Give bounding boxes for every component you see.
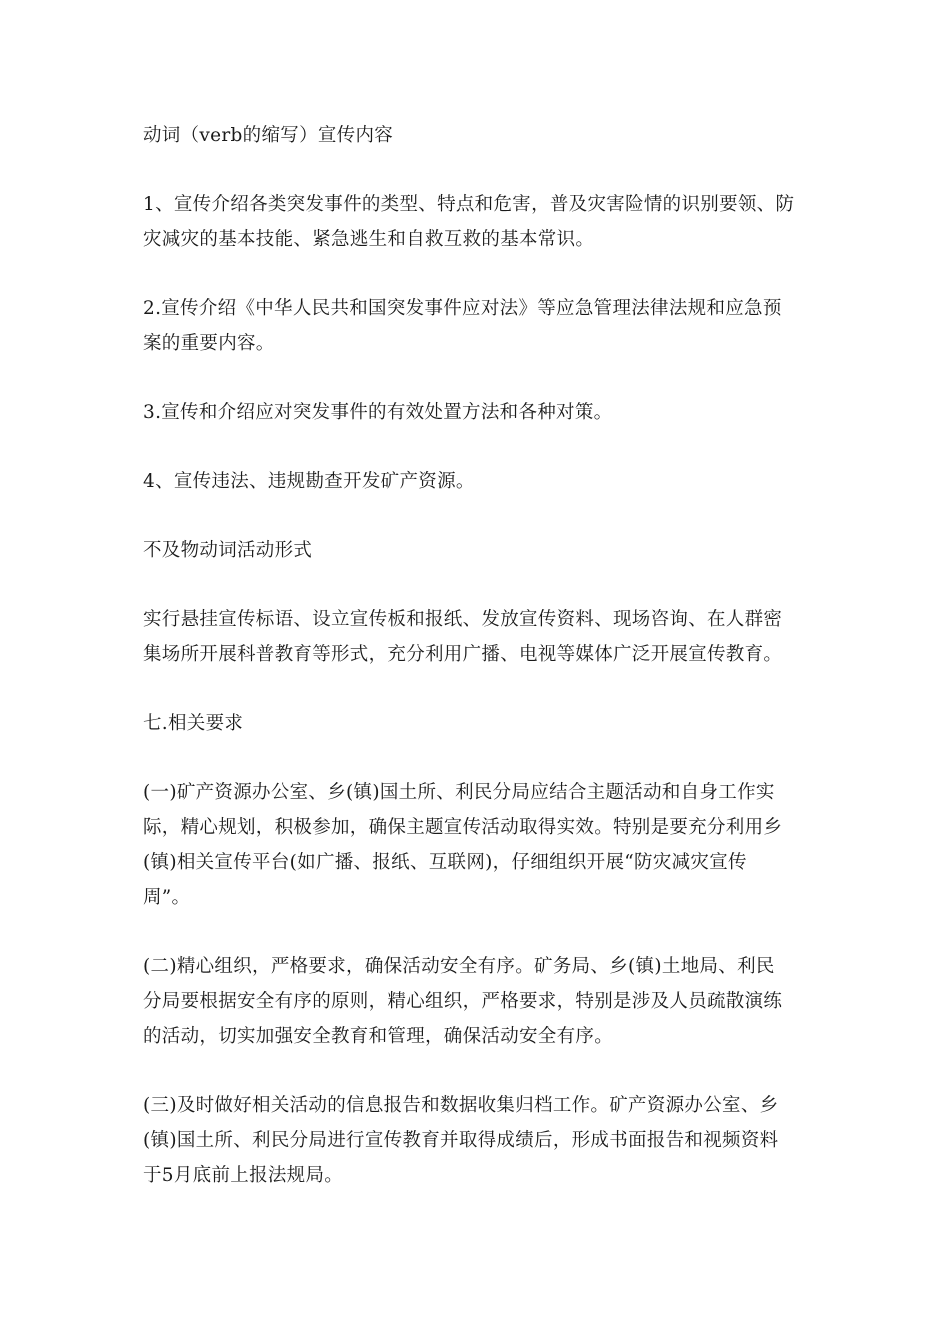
text-line: 灾减灾的基本技能、紧急逃生和自救互救的基本常识。 [143,229,595,250]
text-line: 动词（verb的缩写）宣传内容 [143,125,394,146]
text-line: 1、宣传介绍各类突发事件的类型、特点和危害，普及灾害险情的识别要领、防 [143,194,795,215]
activity-form-paragraph [143,602,811,672]
text-line: 3.宣传和介绍应对突发事件的有效处置方法和各种对策。 [143,402,613,423]
text-line: 于5月底前上报法规局。 [143,1165,344,1186]
text-line: 实行悬挂宣传标语、设立宣传板和报纸、发放宣传资料、现场咨询、在人群密 [143,609,783,630]
text-line: (二)精心组织，严格要求，确保活动安全有序。矿务局、乡(镇)土地局、利民 [143,956,775,977]
list-item-4 [143,464,811,499]
section-heading-publicity-content [143,118,811,153]
text-line: 周”。 [143,887,191,908]
requirement-paragraph-3 [143,1088,811,1193]
text-line: 集场所开展科普教育等形式，充分利用广播、电视等媒体广泛开展宣传教育。 [143,644,783,665]
text-line: 分局要根据安全有序的原则，精心组织，严格要求，特别是涉及人员疏散演练 [143,991,783,1012]
text-line: 际，精心规划，积极参加，确保主题宣传活动取得实效。特别是要充分利用乡 [143,817,783,838]
text-line: (三)及时做好相关活动的信息报告和数据收集归档工作。矿产资源办公室、乡 [143,1095,779,1116]
text-line: 案的重要内容。 [143,333,275,354]
list-item-1 [143,187,811,257]
text-line: (镇)相关宣传平台(如广播、报纸、互联网)，仔细组织开展“防灾减灾宣传 [143,852,747,873]
section-heading-activity-form [143,533,811,568]
requirement-paragraph-2 [143,949,811,1054]
text-line: 不及物动词活动形式 [143,540,313,561]
requirement-paragraph-1 [143,775,811,915]
text-line: (镇)国土所、利民分局进行宣传教育并取得成绩后，形成书面报告和视频资料 [143,1130,779,1151]
text-line: 七.相关要求 [143,713,244,734]
text-line: 的活动，切实加强安全教育和管理，确保活动安全有序。 [143,1026,614,1047]
document-page [143,118,811,1227]
list-item-3 [143,395,811,430]
text-line: (一)矿产资源办公室、乡(镇)国土所、利民分局应结合主题活动和自身工作实 [143,782,775,803]
list-item-2 [143,291,811,361]
text-line: 2.宣传介绍《中华人民共和国突发事件应对法》等应急管理法律法规和应急预 [143,298,782,319]
section-heading-requirements [143,706,811,741]
text-line: 4、宣传违法、违规勘查开发矿产资源。 [143,471,475,492]
